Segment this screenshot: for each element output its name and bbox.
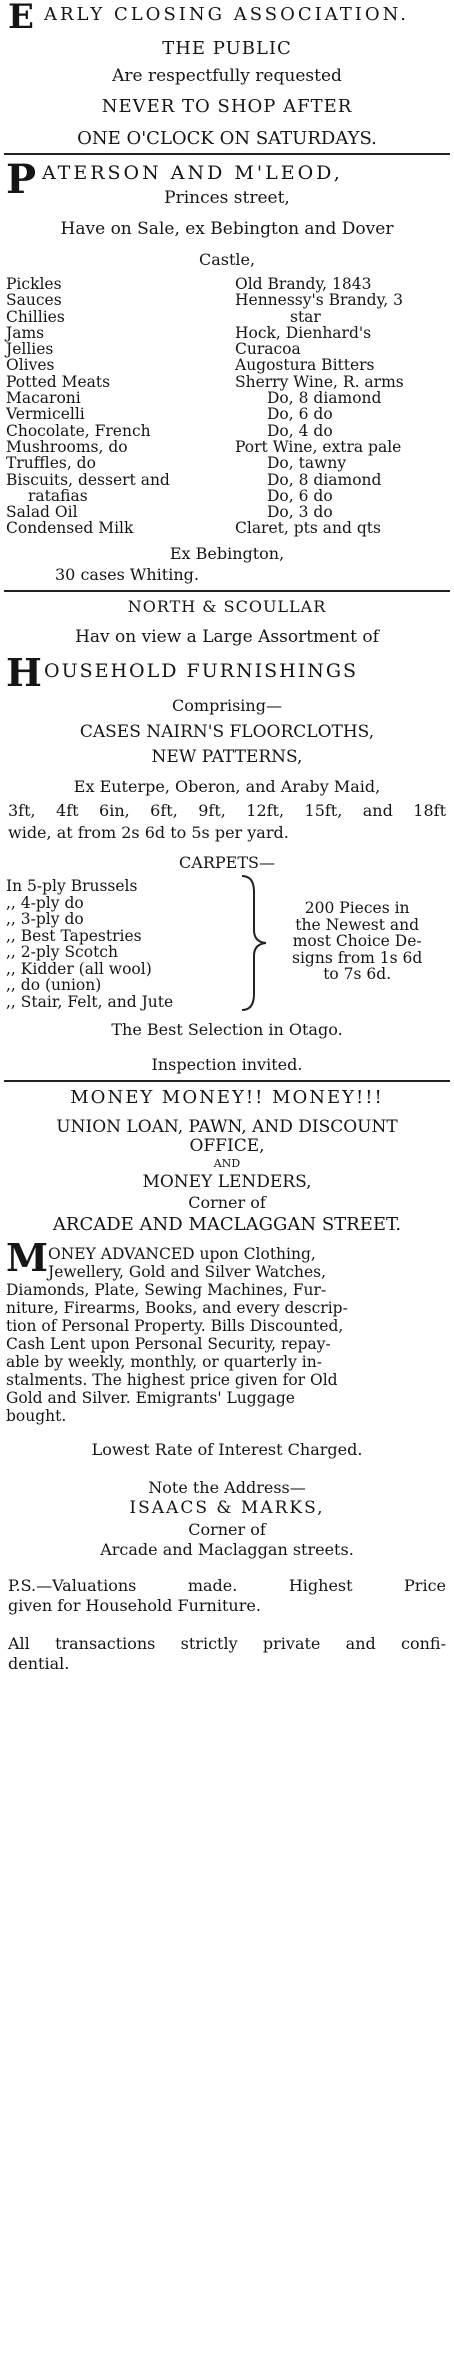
- list-item: Augostura Bitters: [235, 356, 375, 375]
- list-item: Sauces: [6, 291, 62, 310]
- ad-line: Lowest Rate of Interest Charged.: [91, 1440, 363, 1459]
- ad-line: Comprising—: [172, 696, 282, 715]
- drop-cap-m: M: [6, 1235, 49, 1280]
- list-item: Do, tawny: [267, 454, 347, 473]
- list-item: Claret, pts and qts: [235, 519, 381, 538]
- ad-line: The Best Selection in Otago.: [111, 1020, 343, 1039]
- ad-line: Corner of: [188, 1520, 266, 1539]
- list-item: In 5-ply Brussels: [6, 877, 138, 895]
- carpet-list: [6, 878, 173, 1010]
- ad-line: NEW PATTERNS,: [151, 747, 303, 767]
- list-item: Do, 6 do: [267, 405, 333, 424]
- ad-line: Are respectfully requested: [112, 66, 342, 86]
- para-line: Gold and Silver. Emigrants' Luggage: [6, 1389, 295, 1407]
- ad-title: ARLY CLOSING ASSOCIATION.: [44, 4, 409, 25]
- wine-list: [235, 276, 404, 537]
- list-item: Pickles: [6, 275, 62, 293]
- ad-line: P.S.—Valuations made. Highest Price: [8, 1576, 446, 1595]
- list-item: most Choice De-: [292, 932, 422, 950]
- list-item: Port Wine, extra pale: [235, 437, 402, 456]
- list-item: Curacoa: [235, 340, 301, 359]
- curly-brace-icon: [240, 874, 270, 1012]
- para-line: niture, Firearms, Books, and every descrip-: [6, 1299, 348, 1317]
- para-line: able by weekly, monthly, or quarterly in-: [6, 1353, 322, 1371]
- list-item: Do, 6 do: [267, 486, 333, 505]
- ad-title: ATERSON AND M'LEOD,: [42, 162, 343, 184]
- list-item: Jams: [6, 323, 45, 342]
- list-item: Potted Meats: [6, 372, 111, 391]
- ad-line: AND: [213, 1157, 241, 1170]
- list-item: ,, Best Tapestries: [6, 926, 142, 945]
- list-item: signs from 1s 6d: [292, 948, 423, 967]
- ad-line: THE PUBLIC: [162, 38, 292, 59]
- list-item: Condensed Milk: [6, 519, 134, 538]
- list-item: the Newest and: [295, 915, 420, 934]
- para-line: Jewellery, Gold and Silver Watches,: [48, 1263, 327, 1281]
- ad-line: Hav on view a Large Assortment of: [75, 627, 379, 647]
- list-item: Old Brandy, 1843: [235, 275, 372, 293]
- list-item: Macaroni: [6, 389, 81, 408]
- list-item: Do, 8 diamond: [267, 389, 382, 408]
- list-item: Biscuits, dessert and: [6, 470, 170, 489]
- list-item: ,, 3-ply do: [6, 910, 84, 928]
- para-line: bought.: [6, 1407, 67, 1425]
- ad-line: UNION LOAN, PAWN, AND DISCOUNT: [56, 1117, 398, 1137]
- ad-line: All transactions strictly private and confi-: [8, 1634, 446, 1653]
- list-item: Hock, Dienhard's: [235, 323, 372, 342]
- ad-line: MONEY LENDERS,: [142, 1172, 312, 1192]
- list-item: to 7s 6d.: [323, 965, 392, 983]
- drop-cap-e: E: [8, 0, 34, 37]
- ad-line: OFFICE,: [189, 1136, 265, 1156]
- ad-line: NEVER TO SHOP AFTER: [101, 96, 353, 117]
- list-item: Chillies: [6, 307, 65, 326]
- para-line: ONEY ADVANCED upon Clothing,: [48, 1245, 316, 1263]
- ad-line: Ex Euterpe, Oberon, and Araby Maid,: [73, 777, 381, 796]
- list-item: ,, 2-ply Scotch: [6, 943, 118, 961]
- ad-line: 3ft, 4ft 6in, 6ft, 9ft, 12ft, 15ft, and 18ft: [8, 801, 446, 820]
- list-item: star: [290, 307, 321, 326]
- para-line: Cash Lent upon Personal Security, repay-: [6, 1335, 331, 1353]
- ad-line: ISAACS & MARKS,: [129, 1498, 325, 1518]
- list-item: Truffles, do: [6, 454, 96, 473]
- ad-title: NORTH & SCOULLAR: [127, 597, 327, 616]
- para-line: tion of Personal Property. Bills Discounted,: [6, 1317, 344, 1335]
- para-line: Diamonds, Plate, Sewing Machines, Fur-: [6, 1281, 327, 1299]
- list-item: ,, 4-ply do: [6, 893, 84, 912]
- ad-heading: OUSEHOLD FURNISHINGS: [44, 660, 359, 682]
- ad-line: Arcade and Maclaggan streets.: [100, 1540, 354, 1559]
- ad-line: wide, at from 2s 6d to 5s per yard.: [8, 823, 289, 842]
- para-line: stalments. The highest price given for Old: [6, 1371, 338, 1389]
- carpet-pieces: [292, 900, 422, 983]
- ad-footer: Ex Bebington,: [169, 544, 285, 563]
- list-item: ,, Kidder (all wool): [6, 959, 152, 978]
- ad-line: dential.: [8, 1654, 70, 1673]
- list-item: Olives: [6, 356, 55, 375]
- list-item: Jellies: [6, 340, 54, 359]
- drop-cap-p: P: [6, 156, 37, 203]
- list-item: Hennessy's Brandy, 3: [235, 291, 403, 310]
- list-item: Do, 8 diamond: [267, 470, 382, 489]
- column-rule: [4, 153, 450, 155]
- ad-line: Inspection invited.: [151, 1055, 303, 1074]
- list-item: 200 Pieces in: [304, 899, 410, 917]
- list-item: ratafias: [28, 486, 88, 505]
- ad-intro: Have on Sale, ex Bebington and Dover: [60, 219, 394, 239]
- list-item: ,, do (union): [6, 976, 102, 994]
- list-item: Do, 4 do: [267, 421, 333, 440]
- list-item: Chocolate, French: [6, 421, 151, 440]
- list-item: Vermicelli: [6, 405, 85, 424]
- ad-intro: Castle,: [198, 250, 256, 269]
- ad-line: Note the Address—: [148, 1478, 306, 1497]
- list-item: Sherry Wine, R. arms: [235, 372, 404, 391]
- ad-line: Corner of: [188, 1193, 266, 1212]
- ad-line: CARPETS—: [179, 853, 275, 872]
- ad-line: given for Household Furniture.: [8, 1596, 261, 1615]
- list-item: ,, Stair, Felt, and Jute: [6, 992, 174, 1011]
- list-item: Do, 3 do: [267, 503, 333, 522]
- ad-line: CASES NAIRN'S FLOORCLOTHS,: [79, 722, 375, 742]
- ad-title: MONEY MONEY!! MONEY!!!: [70, 1087, 384, 1108]
- ad-line: ONE O'CLOCK ON SATURDAYS.: [77, 128, 377, 149]
- column-rule: [4, 1080, 450, 1082]
- list-item: Mushrooms, do: [6, 437, 128, 456]
- drop-cap-h: H: [6, 650, 42, 695]
- column-rule: [4, 590, 450, 592]
- ad-line: ARCADE AND MACLAGGAN STREET.: [52, 1214, 402, 1235]
- list-item: Salad Oil: [6, 503, 78, 522]
- ad-footer: 30 cases Whiting.: [55, 565, 199, 584]
- ad-subtitle: Princes street,: [164, 188, 290, 208]
- grocery-list: [6, 276, 170, 537]
